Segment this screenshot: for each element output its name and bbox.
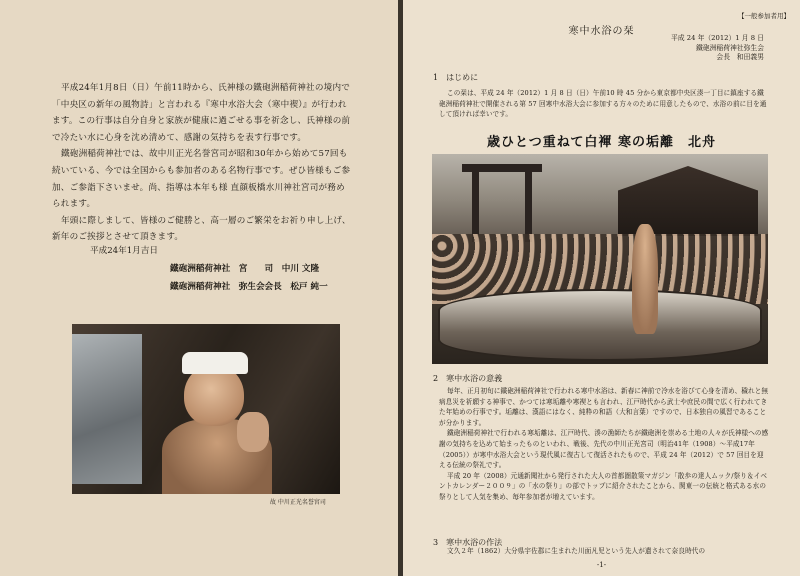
document-title: 寒中水浴の栞 <box>568 26 635 37</box>
body-paragraph: 平成 20 年（2008）元通新聞社から発行された大人の首都圏散策マガジン「散歩の達人ムック/祭り＆イベントカレンダー２００９」の「水の祭り」の部でトップに紹介されたことから、関東一の伝統と格式ある水の祭りとして人気を集め、毎年参加者が増えています。 <box>439 471 768 501</box>
page-number: -1- <box>596 561 607 569</box>
greeting-paragraph: 平成24年1月8日（日）午前11時から、氏神様の鐵砲洲稲荷神社の境内で「中央区の新年の風物詩」と言われる『寒中水浴大会（寒中禊）』が行われます。この行事は自分自身と家族が健康に過ごせる事を祈念し、氏神様の前で冷たい水に心身を沈め清めて、感謝の気持ちを表す行事です。 <box>52 83 351 143</box>
headband-shape <box>182 352 248 374</box>
letter-date: 平成24年1月吉日 <box>90 246 158 256</box>
signature-priest: 鐵砲洲稲荷神社 宮 司 中川 文隆 <box>170 264 320 274</box>
audience-label: 【一般参加者用】 <box>738 12 790 20</box>
ice-block-shape <box>72 334 142 484</box>
section-body-meaning <box>439 386 769 503</box>
ceremony-photo <box>432 154 768 364</box>
priest-photo <box>72 324 340 494</box>
body-paragraph: この栞は、平成 24 年（2012）1 月 8 日（日）午前10 時 45 分から東京都中央区湊一丁目に鎮座する鐵砲洲稲荷神社で開催される第 57 回寒中水浴大会に参加する方々のために用意したもので、水浴の前に目を通して頂ければ幸いです。 <box>439 89 767 119</box>
standing-figure-shape <box>632 224 658 334</box>
meta-org: 鐵砲洲稲荷神社弥生会 <box>696 43 764 52</box>
document-meta <box>671 34 764 63</box>
water-tub-shape <box>438 289 762 361</box>
photo-caption: 故 中川正光名誉宮司 <box>270 499 326 506</box>
body-paragraph: 文久２年（1862）大分県宇佐郡に生まれた川面凡児という先人が遺されて奈良時代の <box>447 547 706 555</box>
praying-hands-shape <box>237 412 269 452</box>
torii-gate-shape <box>462 164 542 242</box>
greeting-letter <box>52 80 352 246</box>
meta-date: 平成 24 年（2012）1 月 8 日 <box>671 34 764 42</box>
section-heading-meaning: 2 寒中水浴の意義 <box>433 374 503 383</box>
body-paragraph: 毎年、正月初旬に鐵砲洲稲荷神社で行われる寒中水浴は、新春に神前で冷水を浴びて心身を清め、穢れと無病息災を祈願する神事で、かつては寒垢離や寒禊とも言われ、江戸時代から武士や庶民の間で広く行われてきた年始めの行事です。垢離は、漢語にはなく、純粋の和語（大和言葉）ですので、日本独自の風習であることが分かります。 <box>439 387 769 427</box>
greeting-paragraph: 年頭に際しまして、皆様のご健勝と、高一層のご繁栄をお祈り申し上げ、新年のご挨拶とさせて頂きます。 <box>52 215 351 243</box>
right-page <box>403 0 800 576</box>
signature-chairman: 鐵砲洲稲荷神社 弥生会会長 松戸 純一 <box>170 282 328 292</box>
body-paragraph: 鐵砲洲稲荷神社で行われる寒垢離は、江戸時代、湊の漁師たちが鐵砲洲を崇める土地の人々が氏神様への感謝の気持ちを込めて始まったものといわれ、戦後、先代の中川正光宮司（明治41年（1908）〜平成17年（2005））が寒中水浴大会という現代風に復古して復活されたもので、平成 24 年（2012）で 57 回目を迎える伝統の祭礼です。 <box>439 429 769 470</box>
section-body-manners <box>439 546 769 557</box>
left-page <box>0 0 398 576</box>
section-heading-manners: 3 寒中水浴の作法 <box>433 538 503 547</box>
greeting-paragraph: 鐵砲洲稲荷神社では、故中川正光名誉宮司が昭和30年から始めて57回も続いている、今では全国からも参加者のある名物行事です。ぜひ皆様もご参加、ご参詣下さいませ。尚、指導は本年も様 直顔板橋水川神社宮司が務められます。 <box>52 149 351 210</box>
section-body-intro <box>439 88 769 120</box>
meta-author: 会長 和田義男 <box>716 53 764 61</box>
section-heading-intro: 1 はじめに <box>433 73 479 82</box>
haiku-headline: 歳ひとつ重ねて白褌 寒の垢離 北舟 <box>487 135 716 150</box>
